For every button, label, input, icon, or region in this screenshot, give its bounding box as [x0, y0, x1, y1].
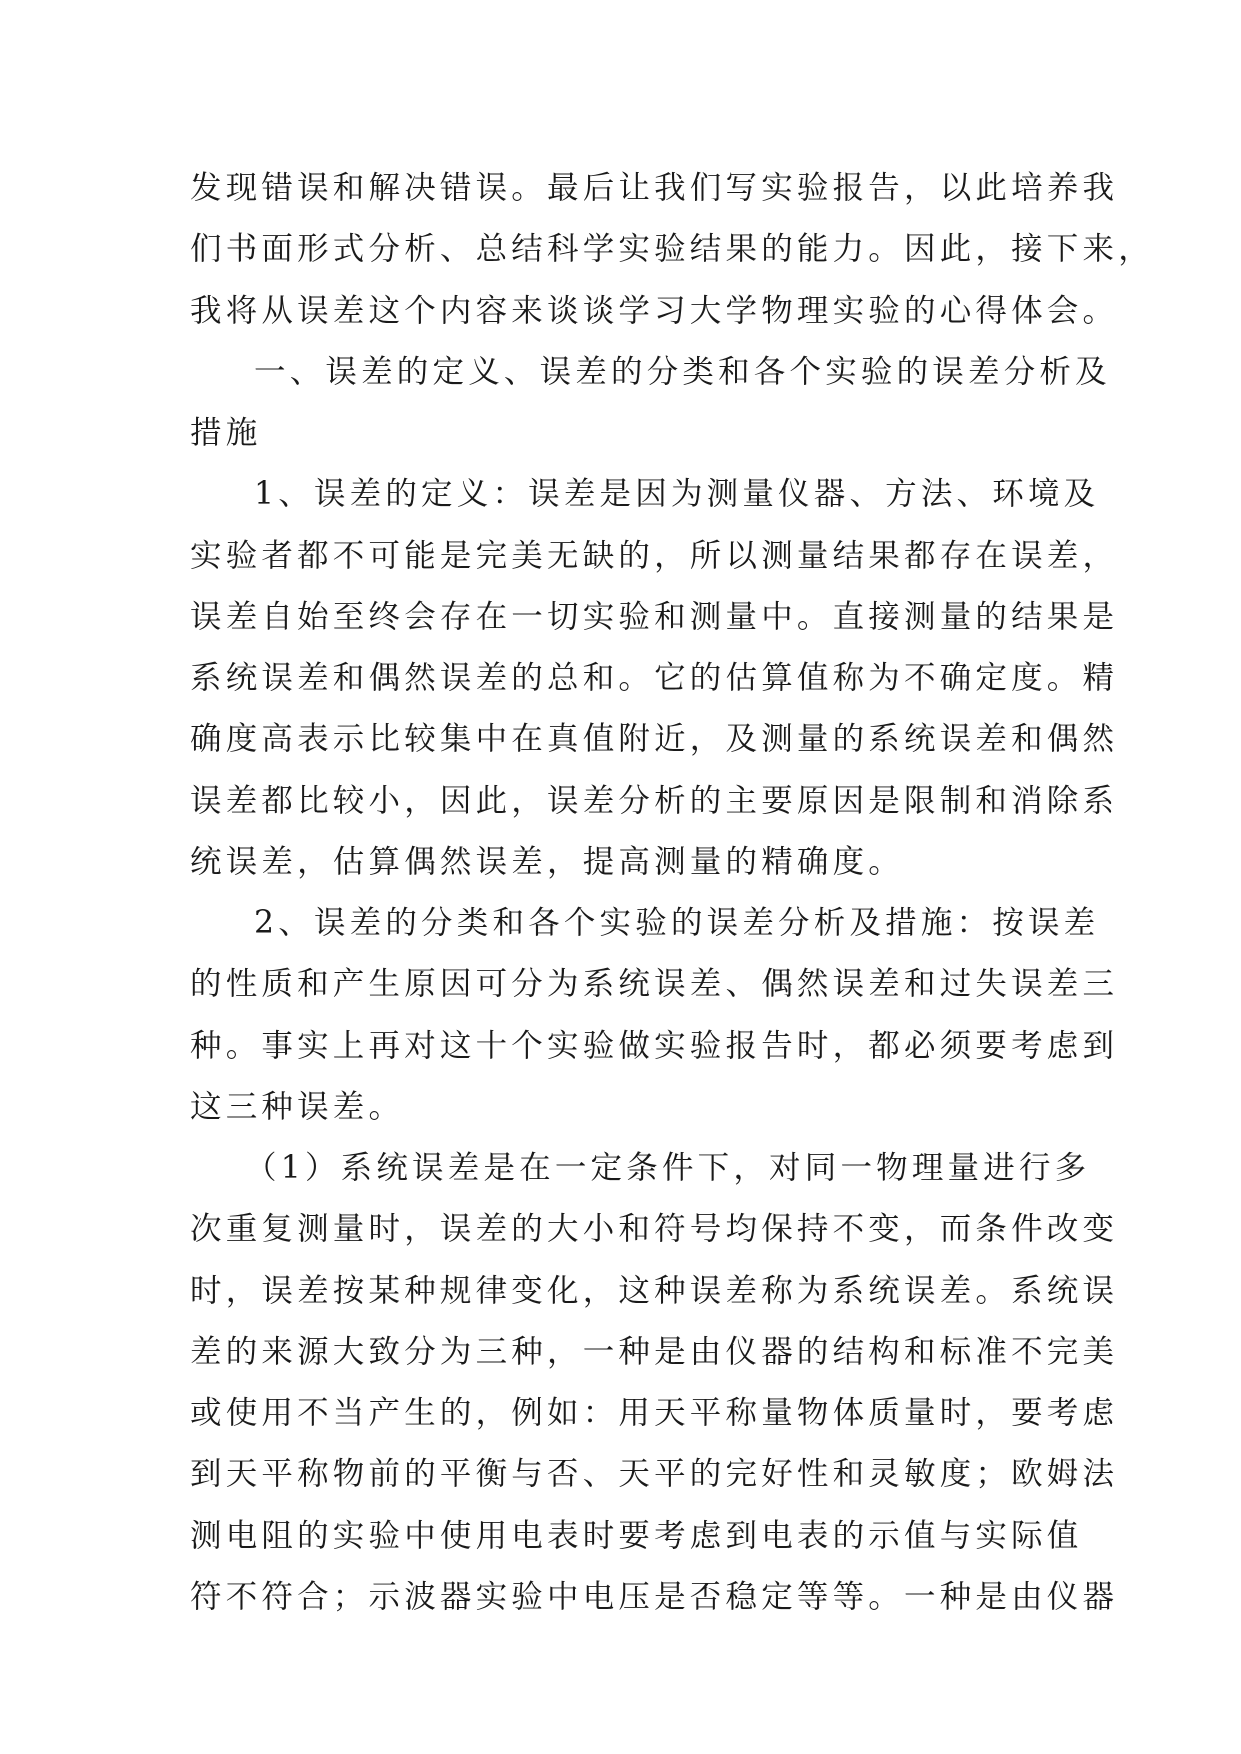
text-line: 2、误差的分类和各个实验的误差分析及措施：按误差: [254, 905, 1100, 941]
text-line: 或使用不当产生的，例如：用天平称量物体质量时，要考虑: [190, 1395, 1119, 1431]
text-line: 们书面形式分析、总结科学实验结果的能力。因此，接下来，: [190, 231, 1154, 268]
text-line: 测电阻的实验中使用电表时要考虑到电表的示值与实际值: [190, 1517, 1083, 1554]
text-line: 误差都比较小，因此，误差分析的主要原因是限制和消除系: [190, 782, 1119, 819]
text-line: 到天平称物前的平衡与否、天平的完好性和灵敏度；欧姆法: [190, 1456, 1119, 1493]
text-line: 我将从误差这个内容来谈谈学习大学物理实验的心得体会。: [190, 292, 1119, 329]
text-line: 系统误差和偶然误差的总和。它的估算值称为不确定度。精: [190, 660, 1119, 696]
text-line: 差的来源大致分为三种，一种是由仪器的结构和标准不完美: [190, 1333, 1119, 1370]
text-line: 这三种误差。: [190, 1088, 405, 1125]
text-line: 实验者都不可能是完美无缺的，所以测量结果都存在误差，: [190, 537, 1119, 574]
section-heading: 一、误差的定义、误差的分类和各个实验的误差分析及: [254, 353, 1111, 390]
text-line: 统误差，估算偶然误差，提高测量的精确度。: [190, 843, 905, 880]
text-line: 误差自始至终会存在一切实验和测量中。直接测量的结果是: [190, 598, 1119, 635]
text-line: 种。事实上再对这十个实验做实验报告时，都必须要考虑到: [190, 1027, 1119, 1064]
text-line: 次重复测量时，误差的大小和符号均保持不变，而条件改变: [190, 1211, 1119, 1248]
section-heading-continuation: 措施: [190, 415, 262, 451]
text-line: 符不符合；示波器实验中电压是否稳定等等。一种是由仪器: [190, 1578, 1119, 1615]
text-line: 发现错误和解决错误。最后让我们写实验报告，以此培养我: [190, 170, 1119, 206]
text-line: （1）系统误差是在一定条件下，对同一物理量进行多: [245, 1150, 1091, 1186]
body-text: [190, 158, 1154, 1628]
text-line: 1、误差的定义：误差是因为测量仪器、方法、环境及: [254, 476, 1100, 513]
text-line: 确度高表示比较集中在真值附近，及测量的系统误差和偶然: [190, 721, 1119, 758]
text-line: 的性质和产生原因可分为系统误差、偶然误差和过失误差三: [190, 966, 1119, 1003]
text-line: 时，误差按某种规律变化，这种误差称为系统误差。系统误: [190, 1272, 1119, 1309]
